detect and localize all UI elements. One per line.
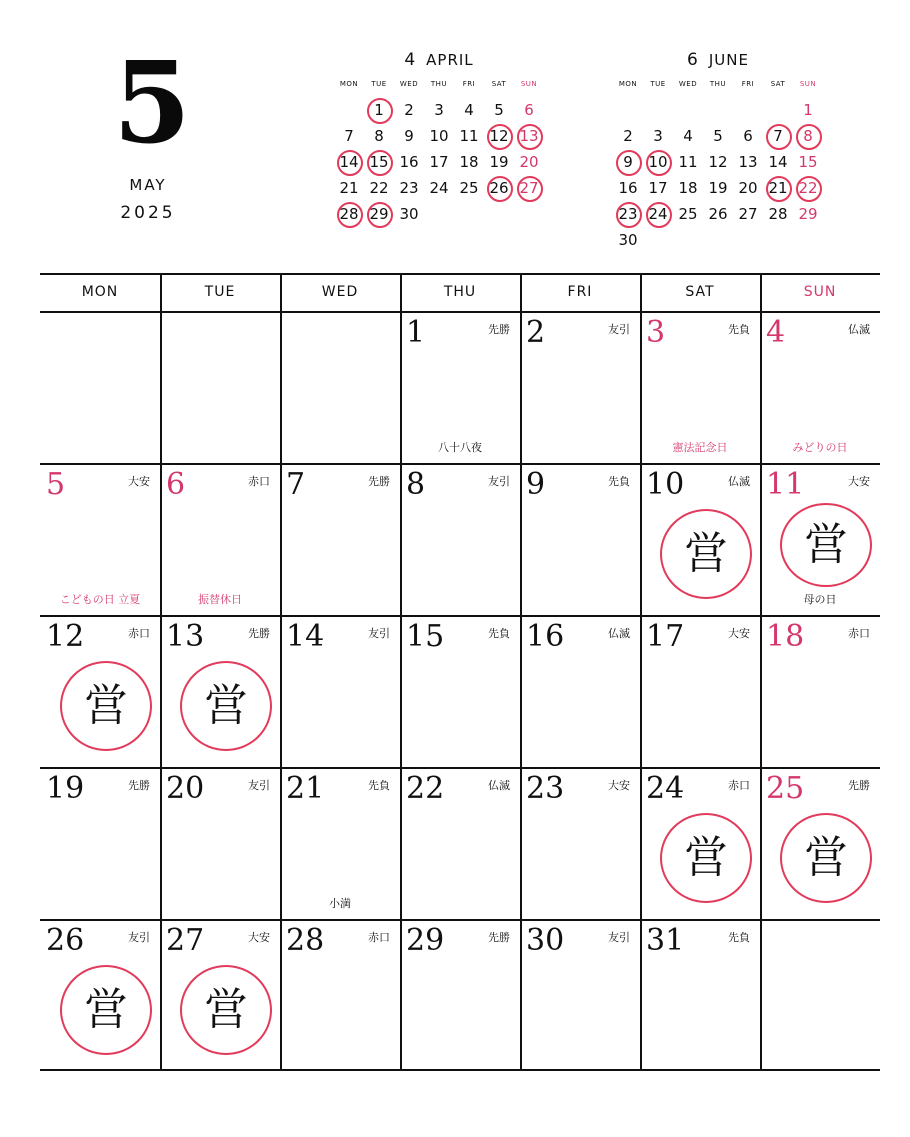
mini-day-number: 4 [464,101,474,119]
mini-day-number: 10 [429,127,449,145]
mini-day-number: 2 [404,101,414,119]
business-day-stamp: 営 [660,813,752,903]
mini-day [673,202,703,227]
mini-day [643,124,673,149]
day-cell[interactable] [160,615,280,767]
day-cell[interactable] [640,919,760,1071]
mini-day-number: 20 [519,153,539,171]
day-cell[interactable] [520,767,640,919]
weekday-header: SUN [803,284,837,300]
mini-day-number: 19 [708,179,728,197]
day-cell[interactable] [40,463,160,615]
day-number: 31 [646,923,685,958]
mini-day-number: 3 [434,101,444,119]
mini-day [514,150,544,175]
mini-day-number: 25 [459,179,479,197]
mini-calendar-title [613,50,823,70]
mini-day [643,176,673,201]
day-cell[interactable] [760,463,880,615]
day-number: 20 [166,771,205,806]
business-day-stamp: 営 [60,965,152,1055]
mini-weekday-label: FRI [741,80,755,88]
mini-day [484,98,514,123]
mini-day-number: 7 [344,127,354,145]
mini-weekday-label: MON [618,80,638,88]
mini-day-number: 11 [459,127,479,145]
day-note: こどもの日 立夏 [59,593,141,606]
business-day-stamp: 営 [780,503,872,587]
mini-day-number: 22 [798,179,818,197]
day-number: 7 [286,467,306,502]
day-cell[interactable] [160,767,280,919]
rokuyo-label: 先負 [488,627,510,640]
mini-day [514,176,544,201]
mini-day-number: 10 [648,153,668,171]
day-cell[interactable] [760,767,880,919]
day-note: 小満 [329,897,351,910]
mini-weekday-label: SUN [520,80,538,88]
rokuyo-label: 大安 [848,475,870,488]
mini-weekday-label: WED [399,80,419,88]
day-cell[interactable] [400,463,520,615]
rokuyo-label: 先勝 [248,627,270,640]
mini-day-number: 30 [618,231,638,249]
mini-day [763,124,793,149]
mini-day-number: 19 [489,153,509,171]
mini-day-number: 8 [374,127,384,145]
rokuyo-label: 先負 [728,931,750,944]
mini-day [703,124,733,149]
rokuyo-label: 仏滅 [728,475,750,488]
day-number: 24 [646,771,685,806]
mini-weekday-label: THU [430,80,448,88]
day-number: 14 [286,619,325,654]
month-grid [40,273,880,1068]
mini-day [733,150,763,175]
mini-day [643,202,673,227]
mini-day [364,202,394,227]
mini-day-number: 20 [738,179,758,197]
mini-day [703,176,733,201]
rokuyo-label: 先勝 [128,779,150,792]
day-number: 1 [406,315,426,350]
mini-day [793,176,823,201]
mini-weekday-label: SUN [799,80,817,88]
day-number: 16 [526,619,565,654]
day-cell[interactable] [40,615,160,767]
day-cell[interactable] [280,919,400,1071]
mini-month-number: 4 [404,50,417,70]
rokuyo-label: 先勝 [368,475,390,488]
day-number: 27 [166,923,205,958]
mini-day [763,150,793,175]
mini-day [364,176,394,201]
weekday-header: SAT [685,284,715,300]
mini-day [703,202,733,227]
mini-calendar-june [613,50,823,250]
mini-day-number: 9 [623,153,633,171]
mini-day-number: 13 [519,127,539,145]
mini-weekday-label: TUE [650,80,666,88]
mini-day [424,150,454,175]
mini-day [673,124,703,149]
day-note: みどりの日 [792,441,848,454]
mini-day-number: 27 [738,205,758,223]
mini-weekday-label: THU [709,80,727,88]
rokuyo-label: 赤口 [128,627,150,640]
mini-day-number: 17 [648,179,668,197]
mini-day [613,176,643,201]
business-day-stamp: 営 [660,509,752,599]
mini-day [334,150,364,175]
day-number: 28 [286,923,325,958]
mini-day-number: 25 [678,205,698,223]
day-cell[interactable] [400,615,520,767]
day-cell[interactable] [760,311,880,463]
rokuyo-label: 友引 [488,475,510,488]
mini-day [454,124,484,149]
mini-day-number: 5 [494,101,504,119]
mini-day [424,124,454,149]
mini-day [613,228,643,253]
mini-day [484,150,514,175]
mini-day [793,150,823,175]
mini-day [454,98,484,123]
day-number: 18 [766,619,805,654]
mini-day-number: 16 [618,179,638,197]
mini-weekday-label: WED [678,80,698,88]
mini-day-number: 30 [399,205,419,223]
mini-day-number: 12 [489,127,509,145]
mini-day-number: 7 [773,127,783,145]
mini-day [613,202,643,227]
mini-day [364,98,394,123]
mini-day [673,150,703,175]
mini-weekday-label: FRI [462,80,476,88]
day-number: 2 [526,315,546,350]
mini-day [793,98,823,123]
day-cell[interactable] [640,463,760,615]
day-number: 10 [646,467,685,502]
day-cell[interactable] [160,919,280,1071]
mini-weekday-label: SAT [770,80,786,88]
mini-day [643,150,673,175]
day-cell[interactable] [520,463,640,615]
rokuyo-label: 大安 [248,931,270,944]
mini-day [424,176,454,201]
mini-day [613,124,643,149]
day-number: 30 [526,923,565,958]
mini-day [394,124,424,149]
day-number: 3 [646,315,666,350]
mini-day [484,124,514,149]
mini-day [793,202,823,227]
mini-day-number: 13 [738,153,758,171]
rokuyo-label: 先負 [368,779,390,792]
rokuyo-label: 友引 [248,779,270,792]
mini-day-number: 9 [404,127,414,145]
day-number: 13 [166,619,205,654]
day-note: 母の日 [803,593,837,606]
day-number: 11 [766,467,805,502]
business-day-stamp: 営 [180,965,272,1055]
mini-day [364,124,394,149]
mini-day-number: 23 [399,179,419,197]
mini-day [334,124,364,149]
mini-weekday-label: TUE [371,80,387,88]
mini-month-name: APRIL [426,51,474,69]
mini-calendar-title [334,50,544,70]
mini-day-number: 26 [489,179,509,197]
mini-day [484,176,514,201]
mini-day [394,98,424,123]
rokuyo-label: 先負 [728,323,750,336]
mini-day-number: 1 [374,101,384,119]
mini-day-number: 1 [803,101,813,119]
day-number: 5 [46,467,66,502]
mini-day [364,150,394,175]
day-cell[interactable] [400,767,520,919]
day-number: 23 [526,771,565,806]
mini-day-number: 2 [623,127,633,145]
mini-day [514,124,544,149]
rokuyo-label: 大安 [128,475,150,488]
mini-day-number: 8 [803,127,813,145]
mini-day [454,176,484,201]
weekday-header: MON [81,284,119,300]
mini-day-number: 28 [339,205,359,223]
mini-day-number: 21 [339,179,359,197]
mini-day [733,202,763,227]
mini-day-number: 11 [678,153,698,171]
day-number: 8 [406,467,426,502]
day-number: 21 [286,771,325,806]
mini-day-number: 17 [429,153,449,171]
rokuyo-label: 赤口 [728,779,750,792]
mini-day-number: 5 [713,127,723,145]
mini-day-number: 26 [708,205,728,223]
rokuyo-label: 先勝 [488,323,510,336]
rokuyo-label: 友引 [368,627,390,640]
day-cell[interactable] [640,311,760,463]
mini-day [733,124,763,149]
mini-day-number: 29 [369,205,389,223]
day-cell[interactable] [40,767,160,919]
mini-day-number: 24 [429,179,449,197]
month-number: 5 [113,38,191,169]
mini-day [424,98,454,123]
rokuyo-label: 友引 [608,931,630,944]
mini-day-number: 24 [648,205,668,223]
day-cell[interactable] [640,615,760,767]
mini-day-number: 6 [524,101,534,119]
month-name: MAY [129,176,167,194]
business-day-stamp: 営 [60,661,152,751]
mini-day-number: 15 [369,153,389,171]
mini-day-number: 18 [678,179,698,197]
rokuyo-label: 先勝 [488,931,510,944]
rokuyo-label: 先負 [608,475,630,488]
day-note: 八十八夜 [438,441,482,454]
day-cell[interactable] [760,615,880,767]
mini-day-number: 14 [768,153,788,171]
day-number: 17 [646,619,685,654]
rokuyo-label: 赤口 [848,627,870,640]
mini-day-number: 21 [768,179,788,197]
mini-day [394,150,424,175]
mini-day-number: 23 [618,205,638,223]
day-cell[interactable] [520,919,640,1071]
month-year: 2025 [120,203,176,223]
rokuyo-label: 友引 [608,323,630,336]
day-cell[interactable] [160,463,280,615]
day-cell[interactable] [280,767,400,919]
mini-day [763,202,793,227]
business-day-stamp: 営 [180,661,272,751]
mini-day-number: 14 [339,153,359,171]
mini-day [334,176,364,201]
mini-day-number: 3 [653,127,663,145]
day-number: 25 [766,771,805,806]
weekday-header: FRI [567,284,593,300]
day-cell[interactable] [400,919,520,1071]
rokuyo-label: 仏滅 [488,779,510,792]
rokuyo-label: 赤口 [248,475,270,488]
mini-weekday-label: SAT [491,80,507,88]
day-number: 4 [766,315,786,350]
day-cell[interactable] [280,463,400,615]
mini-day [673,176,703,201]
mini-day-number: 18 [459,153,479,171]
mini-day-number: 22 [369,179,389,197]
day-number: 12 [46,619,85,654]
mini-day-number: 29 [798,205,818,223]
rokuyo-label: 赤口 [368,931,390,944]
day-cell[interactable] [520,311,640,463]
day-number: 19 [46,771,85,806]
mini-day-number: 16 [399,153,419,171]
day-note: 振替休日 [198,593,242,606]
mini-day [334,202,364,227]
mini-day [394,176,424,201]
mini-day [703,150,733,175]
rokuyo-label: 仏滅 [608,627,630,640]
mini-day-number: 15 [798,153,818,171]
mini-month-name: JUNE [708,51,749,69]
mini-day [454,150,484,175]
day-number: 15 [406,619,445,654]
mini-day-number: 12 [708,153,728,171]
mini-day-number: 27 [519,179,539,197]
mini-day [613,150,643,175]
day-cell[interactable] [280,615,400,767]
rokuyo-label: 大安 [728,627,750,640]
rokuyo-label: 先勝 [848,779,870,792]
rokuyo-label: 仏滅 [848,323,870,336]
mini-day-number: 6 [743,127,753,145]
day-cell[interactable] [400,311,520,463]
mini-day-number: 4 [683,127,693,145]
day-cell[interactable] [520,615,640,767]
mini-day [394,202,424,227]
day-number: 22 [406,771,445,806]
mini-day [733,176,763,201]
day-number: 29 [406,923,445,958]
rokuyo-label: 友引 [128,931,150,944]
mini-weekday-label: MON [339,80,359,88]
mini-day [763,176,793,201]
day-number: 9 [526,467,546,502]
weekday-header: THU [443,284,477,300]
day-cell[interactable] [40,919,160,1071]
mini-calendar-april [334,50,544,240]
weekday-header: TUE [204,284,236,300]
business-day-stamp: 営 [780,813,872,903]
day-note: 憲法記念日 [672,441,728,454]
mini-day-number: 28 [768,205,788,223]
rokuyo-label: 大安 [608,779,630,792]
weekday-header: WED [321,284,359,300]
mini-day [793,124,823,149]
mini-day [514,98,544,123]
day-cell[interactable] [640,767,760,919]
mini-month-number: 6 [687,50,699,70]
day-number: 26 [46,923,85,958]
day-number: 6 [166,467,186,502]
